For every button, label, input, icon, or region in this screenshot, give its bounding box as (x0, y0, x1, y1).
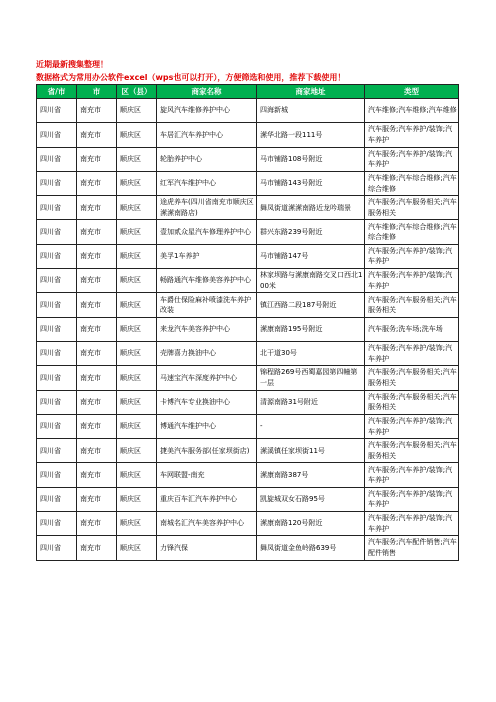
city-cell: 南充市 (77, 414, 117, 438)
city-cell: 南充市 (77, 390, 117, 414)
district-cell: 顺庆区 (117, 317, 157, 341)
city-cell: 南充市 (77, 463, 117, 487)
table-row (37, 123, 459, 147)
address-cell: 舞凤街道金鱼岭路639号 (257, 536, 365, 560)
merchant-name-cell: 车爵仕保险麻补喷漆洗车养护改装 (157, 293, 257, 317)
province-cell: 四川省 (37, 269, 77, 293)
notice-line-1: 近期最新搜集整理！ (36, 60, 108, 69)
table-row (37, 366, 459, 390)
address-cell: 马市铺路143号附近 (257, 171, 365, 195)
province-cell: 四川省 (37, 99, 77, 123)
city-cell: 南充市 (77, 439, 117, 463)
type-cell: 汽车服务;汽车服务相关;汽车服务相关 (365, 196, 459, 220)
city-cell: 南充市 (77, 536, 117, 560)
address-cell: 潆康南路120号附近 (257, 512, 365, 536)
district-cell: 顺庆区 (117, 487, 157, 511)
table-header-row (37, 85, 459, 99)
merchant-name-cell: 车居汇汽车养护中心 (157, 123, 257, 147)
district-cell: 顺庆区 (117, 147, 157, 171)
merchant-name-cell: 马速宝汽车深度养护中心 (157, 366, 257, 390)
province-cell: 四川省 (37, 123, 77, 147)
header-address: 商家地址 (257, 85, 365, 99)
district-cell: 顺庆区 (117, 463, 157, 487)
table-row (37, 244, 459, 268)
type-cell: 汽车服务;汽车养护/装饰;汽车养护 (365, 244, 459, 268)
province-cell: 四川省 (37, 439, 77, 463)
type-cell: 汽车服务;汽车养护/装饰;汽车养护 (365, 487, 459, 511)
city-cell: 南充市 (77, 269, 117, 293)
address-cell: 镇江西路二段187号附近 (257, 293, 365, 317)
table-row (37, 463, 459, 487)
header-district: 区（县） (117, 85, 157, 99)
province-cell: 四川省 (37, 487, 77, 511)
type-cell: 汽车服务;汽车养护/装饰;汽车养护 (365, 512, 459, 536)
province-cell: 四川省 (37, 147, 77, 171)
address-cell: 林家坝路与潆康南路交叉口西北100米 (257, 269, 365, 293)
type-cell: 汽车服务;汽车服务相关;汽车服务相关 (365, 439, 459, 463)
merchant-name-cell: 来龙汽车美容养护中心 (157, 317, 257, 341)
header-type: 类型 (365, 85, 459, 99)
type-cell: 汽车维修;汽车维修;汽车维修 (365, 99, 459, 123)
address-cell: 马市铺路147号 (257, 244, 365, 268)
merchant-name-cell: 南城名汇汽车美容养护中心 (157, 512, 257, 536)
city-cell: 南充市 (77, 366, 117, 390)
merchant-table (36, 84, 459, 561)
province-cell: 四川省 (37, 366, 77, 390)
header-province: 省/市 (37, 85, 77, 99)
merchant-name-cell: 红军汽车维护中心 (157, 171, 257, 195)
document-page (36, 58, 458, 561)
type-cell: 汽车维修;汽车综合维修;汽车综合维修 (365, 171, 459, 195)
address-cell: - (257, 414, 365, 438)
table-row (37, 99, 459, 123)
merchant-name-cell: 畅路通汽车维修美容养护中心 (157, 269, 257, 293)
city-cell: 南充市 (77, 341, 117, 365)
district-cell: 顺庆区 (117, 123, 157, 147)
district-cell: 顺庆区 (117, 244, 157, 268)
address-cell: 群兴东路239号附近 (257, 220, 365, 244)
type-cell: 汽车服务;汽车服务相关;汽车服务相关 (365, 390, 459, 414)
city-cell: 南充市 (77, 147, 117, 171)
city-cell: 南充市 (77, 99, 117, 123)
city-cell: 南充市 (77, 196, 117, 220)
district-cell: 顺庆区 (117, 439, 157, 463)
merchant-name-cell: 捷美汽车服务部(任家坝街店) (157, 439, 257, 463)
district-cell: 顺庆区 (117, 220, 157, 244)
type-cell: 汽车服务;汽车养护/装饰;汽车养护 (365, 269, 459, 293)
merchant-name-cell: 旋风汽车维修养护中心 (157, 99, 257, 123)
type-cell: 汽车服务;洗车场;洗车场 (365, 317, 459, 341)
city-cell: 南充市 (77, 487, 117, 511)
merchant-name-cell: 车网联盟-南充 (157, 463, 257, 487)
merchant-name-cell: 博通汽车维护中心 (157, 414, 257, 438)
type-cell: 汽车服务;汽车服务相关;汽车服务相关 (365, 293, 459, 317)
province-cell: 四川省 (37, 293, 77, 317)
district-cell: 顺庆区 (117, 171, 157, 195)
province-cell: 四川省 (37, 244, 77, 268)
address-cell: 北干道30号 (257, 341, 365, 365)
district-cell: 顺庆区 (117, 414, 157, 438)
address-cell: 舞凤街道潆潆南路近龙吟瑞景 (257, 196, 365, 220)
address-cell: 潆华北路一段111号 (257, 123, 365, 147)
type-cell: 汽车服务;汽车服务相关;汽车服务相关 (365, 366, 459, 390)
table-row (37, 171, 459, 195)
address-cell: 清源南路31号附近 (257, 390, 365, 414)
table-row (37, 317, 459, 341)
table-row (37, 196, 459, 220)
table-body (37, 99, 459, 561)
district-cell: 顺庆区 (117, 269, 157, 293)
province-cell: 四川省 (37, 512, 77, 536)
merchant-name-cell: 壹加贰众星汽车修理养护中心 (157, 220, 257, 244)
district-cell: 顺庆区 (117, 512, 157, 536)
header-merchant-name: 商家名称 (157, 85, 257, 99)
district-cell: 顺庆区 (117, 366, 157, 390)
address-cell: 凯旋城双女石路95号 (257, 487, 365, 511)
type-cell: 汽车服务;汽车养护/装饰;汽车养护 (365, 463, 459, 487)
merchant-name-cell: 力锋汽保 (157, 536, 257, 560)
merchant-name-cell: 途虎养车(四川省南充市顺庆区潆潆南路店) (157, 196, 257, 220)
table-row (37, 512, 459, 536)
table-row (37, 536, 459, 560)
city-cell: 南充市 (77, 317, 117, 341)
address-cell: 马市铺路108号附近 (257, 147, 365, 171)
province-cell: 四川省 (37, 171, 77, 195)
merchant-name-cell: 轮胎养护中心 (157, 147, 257, 171)
table-row (37, 147, 459, 171)
city-cell: 南充市 (77, 220, 117, 244)
table-row (37, 390, 459, 414)
table-row (37, 341, 459, 365)
type-cell: 汽车服务;汽车配件销售;汽车配件销售 (365, 536, 459, 560)
city-cell: 南充市 (77, 171, 117, 195)
address-cell: 四海新城 (257, 99, 365, 123)
merchant-name-cell: 壳牌喜力换油中心 (157, 341, 257, 365)
type-cell: 汽车维修;汽车综合维修;汽车综合维修 (365, 220, 459, 244)
province-cell: 四川省 (37, 196, 77, 220)
province-cell: 四川省 (37, 536, 77, 560)
district-cell: 顺庆区 (117, 390, 157, 414)
city-cell: 南充市 (77, 512, 117, 536)
province-cell: 四川省 (37, 390, 77, 414)
province-cell: 四川省 (37, 414, 77, 438)
district-cell: 顺庆区 (117, 536, 157, 560)
table-row (37, 439, 459, 463)
district-cell: 顺庆区 (117, 99, 157, 123)
district-cell: 顺庆区 (117, 341, 157, 365)
type-cell: 汽车服务;汽车养护/装饰;汽车养护 (365, 147, 459, 171)
merchant-name-cell: 重庆百车汇汽车养护中心 (157, 487, 257, 511)
table-row (37, 487, 459, 511)
province-cell: 四川省 (37, 463, 77, 487)
city-cell: 南充市 (77, 244, 117, 268)
address-cell: 潆康南路195号附近 (257, 317, 365, 341)
district-cell: 顺庆区 (117, 293, 157, 317)
notice-line-2: 数据格式为常用办公软件excel（wps也可以打开），方便筛选和使用，推荐下载使用！ (36, 73, 346, 82)
table-row (37, 293, 459, 317)
address-cell: 潆康南路387号 (257, 463, 365, 487)
district-cell: 顺庆区 (117, 196, 157, 220)
province-cell: 四川省 (37, 341, 77, 365)
table-row (37, 220, 459, 244)
type-cell: 汽车服务;汽车养护/装饰;汽车养护 (365, 123, 459, 147)
address-cell: 锦程路269号西蜀嘉园第四幢第一层 (257, 366, 365, 390)
merchant-name-cell: 卡博汽车专业换油中心 (157, 390, 257, 414)
merchant-name-cell: 美孚1车养护 (157, 244, 257, 268)
type-cell: 汽车服务;汽车养护/装饰;汽车养护 (365, 341, 459, 365)
header-city: 市 (77, 85, 117, 99)
table-row (37, 414, 459, 438)
province-cell: 四川省 (37, 220, 77, 244)
table-row (37, 269, 459, 293)
address-cell: 潆溪镇任家坝街11号 (257, 439, 365, 463)
city-cell: 南充市 (77, 123, 117, 147)
city-cell: 南充市 (77, 293, 117, 317)
province-cell: 四川省 (37, 317, 77, 341)
type-cell: 汽车服务;汽车养护/装饰;汽车养护 (365, 414, 459, 438)
